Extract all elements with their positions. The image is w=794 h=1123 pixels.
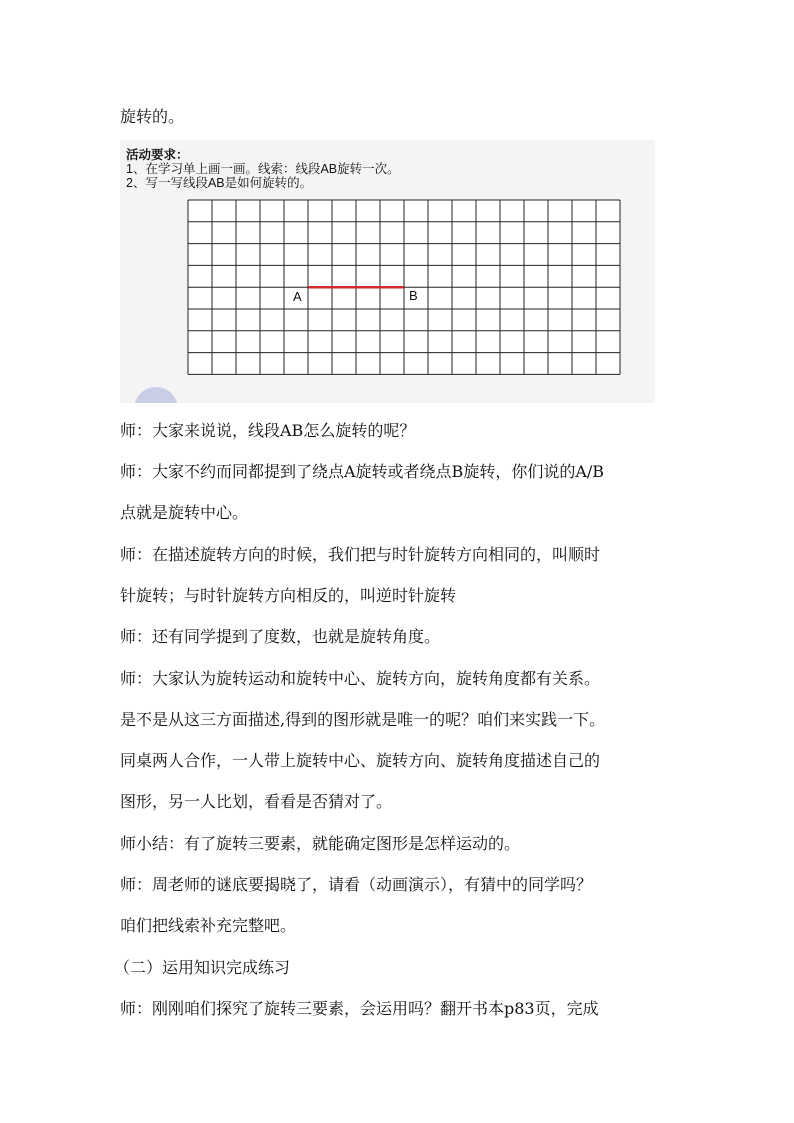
point-b-label: B — [409, 288, 418, 304]
text-line-6: 针旋转；与时针旋转方向相反的，叫逆时针旋转 — [120, 586, 457, 605]
requirement-2: 2、写一写线段AB是如何旋转的。 — [126, 176, 313, 190]
grid-diagram — [120, 140, 655, 403]
text-line-12: 师小结：有了旋转三要素，就能确定图形是怎样运动的。 — [120, 834, 521, 853]
text-line-10: 同桌两人合作，一人带上旋转中心、旋转方向、旋转角度描述自己的 — [120, 751, 601, 770]
text-line-14: 咱们把线索补充完整吧。 — [120, 916, 297, 935]
text-line-8: 师：大家认为旋转运动和旋转中心、旋转方向，旋转角度都有关系。 — [120, 669, 601, 688]
point-a-label: A — [293, 289, 302, 305]
requirement-1: 1、在学习单上画一画。线索：线段AB旋转一次。 — [126, 162, 400, 176]
text-line-1: 旋转的。 — [120, 107, 185, 126]
text-line-13: 师：周老师的谜底要揭晓了，请看（动画演示），有猜中的同学吗？ — [120, 875, 593, 894]
requirements-title: 活动要求： — [126, 148, 189, 162]
text-line-7: 师：还有同学提到了度数，也就是旋转角度。 — [120, 627, 441, 646]
text-line-3: 师：大家不约而同都提到了绕点A旋转或者绕点B旋转，你们说的A/B — [120, 462, 605, 481]
section-heading: （二）运用知识完成练习 — [114, 958, 291, 977]
text-line-5: 师：在描述旋转方向的时候，我们把与时针旋转方向相同的，叫顺时 — [120, 545, 601, 564]
text-line-2: 师：大家来说说，线段AB怎么旋转的呢？ — [120, 421, 416, 440]
activity-figure — [120, 140, 655, 403]
text-line-4: 点就是旋转中心。 — [120, 503, 249, 522]
text-line-11: 图形，另一人比划，看看是否猜对了。 — [120, 792, 393, 811]
text-line-16: 师：刚刚咱们探究了旋转三要素，会运用吗？翻开书本p83页，完成 — [120, 999, 599, 1018]
text-line-9: 是不是从这三方面描述,得到的图形就是唯一的呢？咱们来实践一下。 — [120, 710, 606, 729]
